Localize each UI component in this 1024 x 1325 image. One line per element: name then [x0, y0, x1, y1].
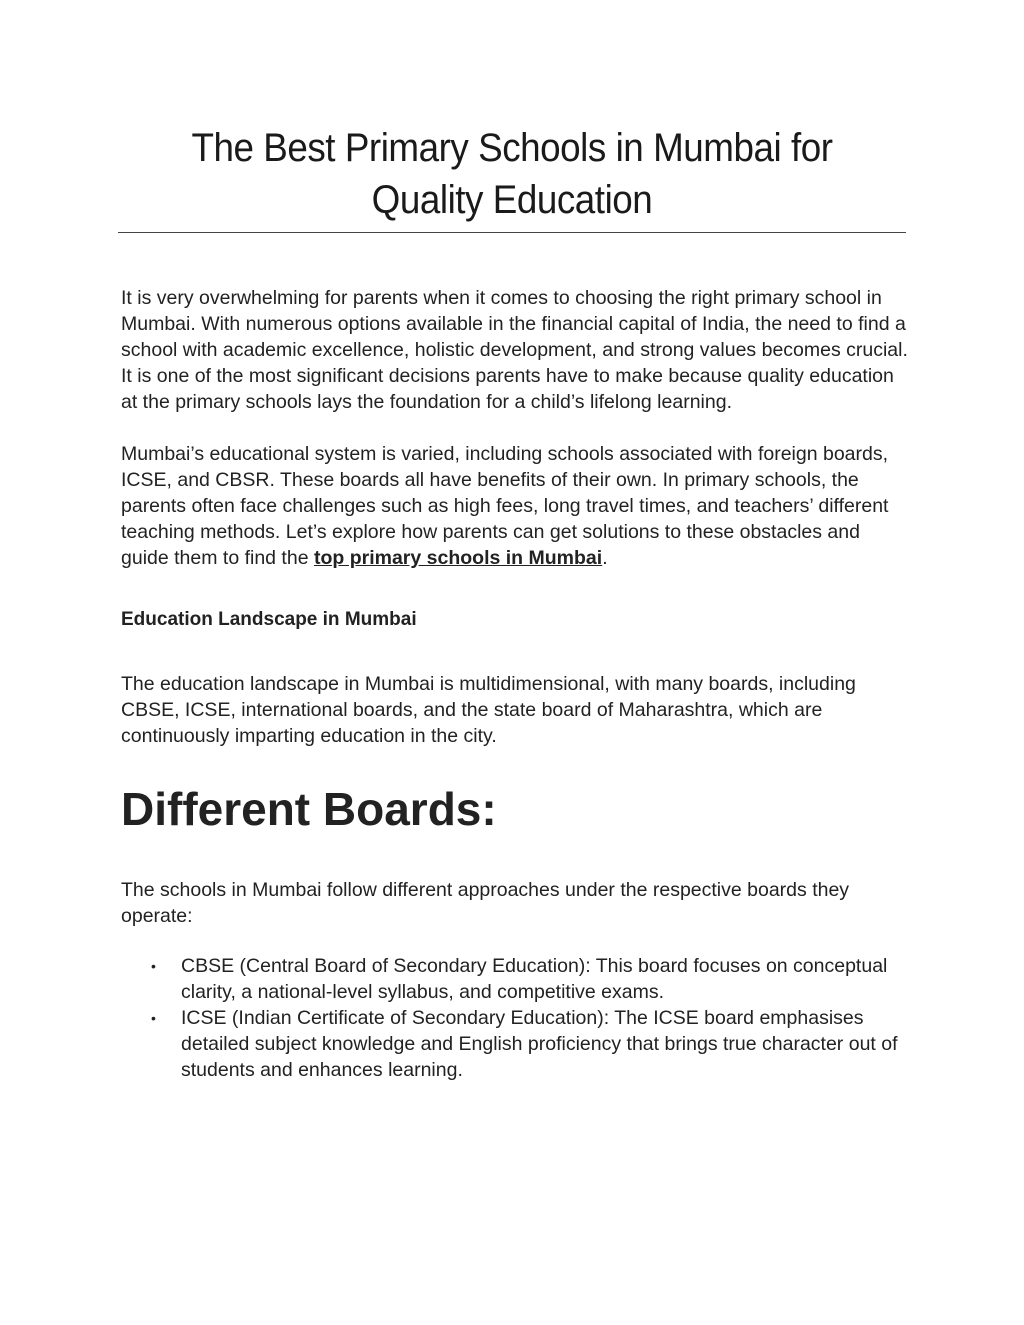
top-primary-schools-link[interactable]: top primary schools in Mumbai	[313, 547, 603, 569]
boards-overview-paragraph	[121, 441, 911, 571]
section-heading-education-landscape: Education Landscape in Mumbai	[121, 609, 417, 630]
list-item-text: CBSE (Central Board of Secondary Education): This board focuses on conceptual clarity, a national-level syllabus, and competitive exams.	[181, 955, 888, 1003]
bullet-icon: •	[151, 1010, 156, 1026]
document-body	[121, 285, 911, 1083]
page-title: The Best Primary Schools in Mumbai for Quality Education	[191, 126, 833, 222]
intro-paragraph: It is very overwhelming for parents when it comes to choosing the right primary school in Mumbai. With numerous options available in the financial capital of India, the need to find a school with academic excellence, holistic development, and strong values becomes crucial. It is one of the most significant decisions parents have to make because quality education at the primary schools lays the foundation for a child’s lifelong learning.	[121, 287, 908, 413]
section-heading-different-boards: Different Boards:	[121, 783, 497, 835]
title-block	[118, 122, 906, 233]
boards-list	[121, 953, 911, 1083]
list-item	[151, 1005, 911, 1083]
list-item-text: ICSE (Indian Certificate of Secondary Education): The ICSE board emphasises detailed subject knowledge and English proficiency that brings true character out of students and enhances learning.	[181, 1007, 898, 1081]
boards-overview-end: .	[602, 547, 608, 569]
boards-intro-paragraph: The schools in Mumbai follow different approaches under the respective boards they operate:	[121, 879, 850, 927]
landscape-paragraph: The education landscape in Mumbai is multidimensional, with many boards, including CBSE, ICSE, international boards, and the state board of Maharashtra, which are continuously imparting education in the city.	[121, 673, 856, 747]
boards-overview-text: Mumbai’s educational system is varied, including schools associated with foreign boards, ICSE, and CBSR. These boards all have benefits of their own. In primary schools, the parents often face challenges such as high fees, long travel times, and teachers’ different teaching methods. Let’s explore how parents can get solutions to these obstacles and guide them to find the	[121, 443, 889, 569]
bullet-icon: •	[151, 958, 156, 974]
list-item	[151, 953, 911, 1005]
